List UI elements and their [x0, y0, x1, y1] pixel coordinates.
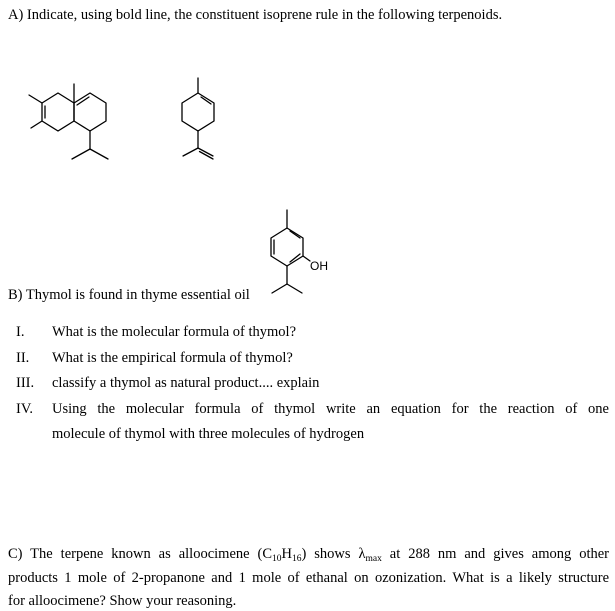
section-b-heading: B) Thymol is found in thyme essential oil: [8, 287, 250, 303]
question-4-continuation: molecule of thymol with three molecules of hydrogen: [52, 426, 365, 442]
section-c-line-3: for alloocimene? Show your reasoning.: [8, 593, 237, 609]
question-4-text: Using the molecular formula of thymol write an equation for the reaction of one: [52, 401, 609, 417]
question-3-number: III.: [16, 375, 35, 391]
question-4-number: IV.: [16, 401, 34, 417]
question-3-text: classify a thymol as natural product.... explain: [52, 375, 320, 391]
question-1-number: I.: [16, 324, 25, 340]
section-c-line-2: products 1 mole of 2-propanone and 1 mole of ethanal on ozonization. What is a likely structure: [8, 570, 609, 586]
question-2-text: What is the empirical formula of thymol?: [52, 350, 293, 366]
terpenoid-1-structure: [29, 84, 108, 159]
section-c-line-1: C) The terpene known as alloocimene $(C_{10}H_{16})$ shows $\lambda_{max}$ at 288 nm and gives among other: [8, 546, 609, 564]
terpenoid-2-structure: [182, 78, 214, 159]
hydroxyl-label: OH: [310, 259, 328, 273]
section-a-heading: A) Indicate, using bold line, the constituent isoprene rule in the following terpenoids.: [8, 7, 503, 23]
thymol-structure: [271, 210, 310, 293]
question-1-text: What is the molecular formula of thymol?: [52, 324, 297, 340]
question-2-number: II.: [16, 350, 30, 366]
